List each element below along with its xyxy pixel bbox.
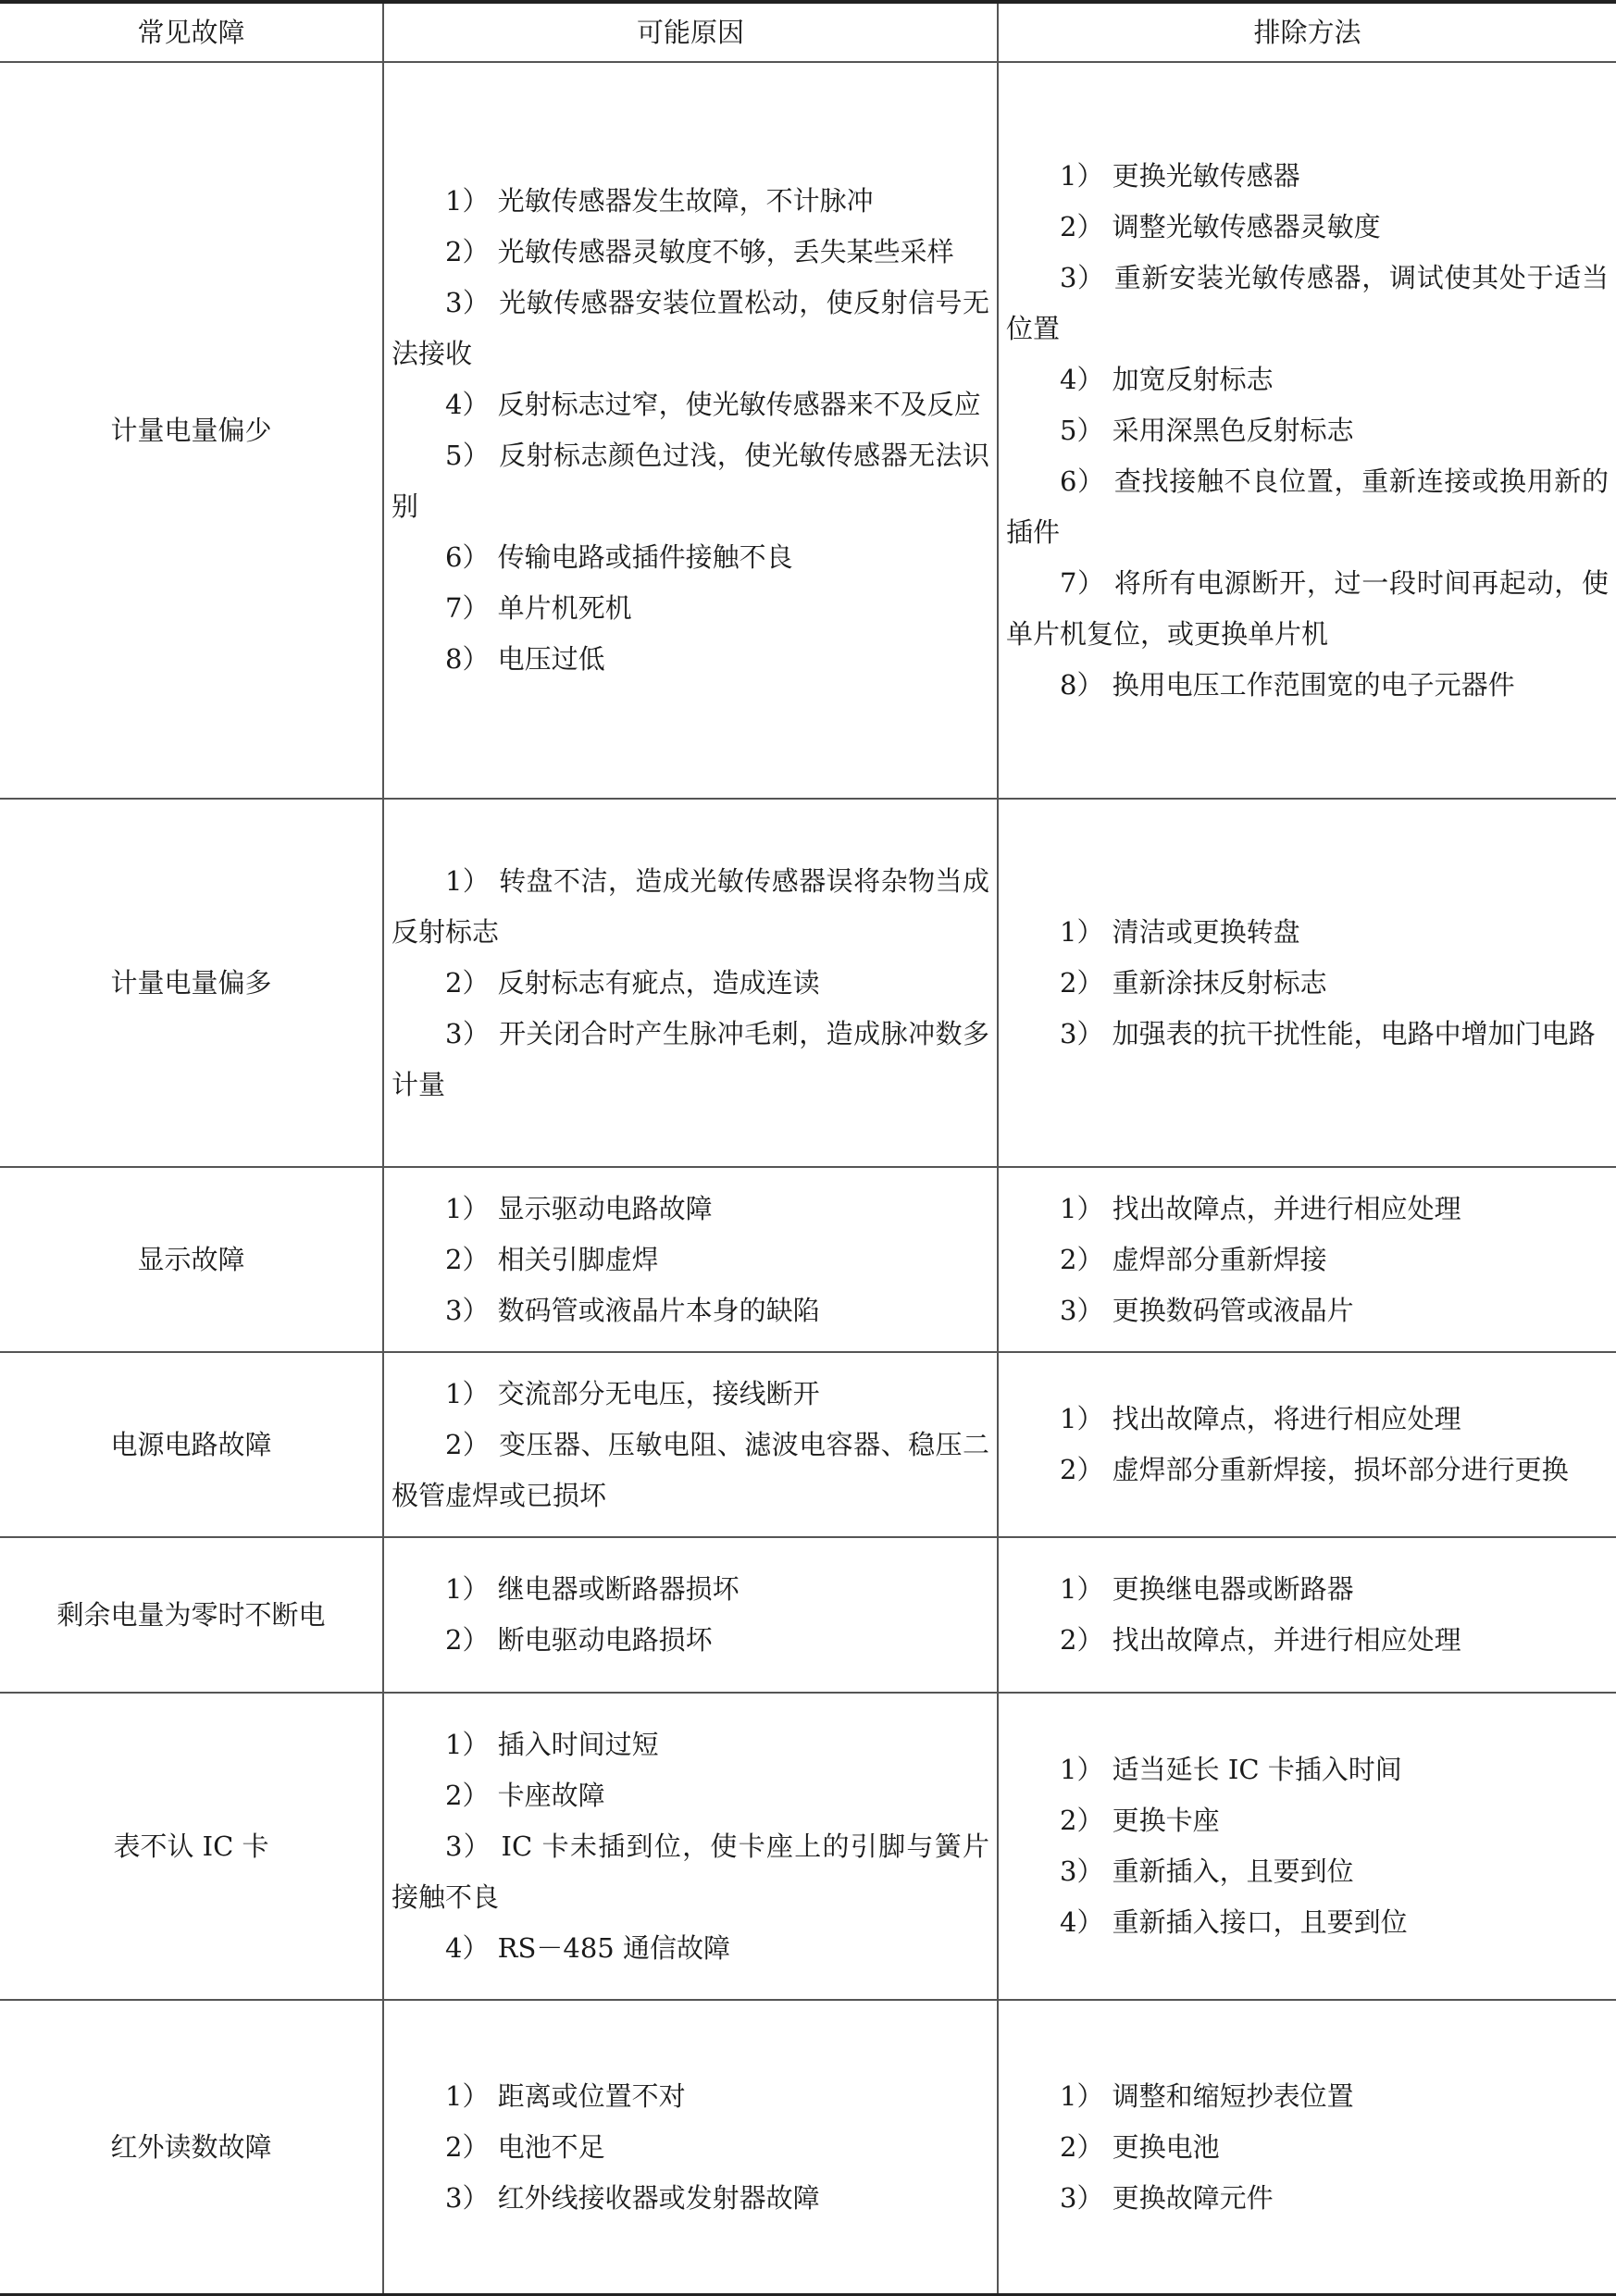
cause-item: 4） RS－485 通信故障 bbox=[445, 1931, 730, 1964]
cause-item: 2） 光敏传感器灵敏度不够，丢失某些采样 bbox=[445, 236, 954, 267]
remedy-item: 1） 适当延长 IC 卡插入时间 bbox=[1060, 1754, 1402, 1785]
remedy-item: 2） 虚焊部分重新焊接，损坏部分进行更换 bbox=[1060, 1454, 1569, 1485]
remedy-item: 1） 更换光敏传感器 bbox=[1060, 159, 1300, 192]
causes-list bbox=[392, 1564, 989, 1666]
cause-item: 1） 交流部分无电压，接线断开 bbox=[445, 1377, 820, 1409]
remedies-list bbox=[1006, 1394, 1609, 1496]
causes-cell bbox=[383, 1537, 998, 1693]
remedy-item: 3） 更换故障元件 bbox=[1060, 2181, 1274, 2214]
header-common-fault: 常见故障 bbox=[0, 2, 383, 62]
remedies-cell bbox=[998, 1167, 1616, 1352]
cause-item: 1） 插入时间过短 bbox=[445, 1728, 659, 1760]
cause-item: 1） 转盘不洁，造成光敏传感器误将杂物当成反射标志 bbox=[392, 864, 989, 948]
cause-item: 2） 相关引脚虚焊 bbox=[445, 1243, 659, 1275]
remedy-item: 3） 更换数码管或液晶片 bbox=[1060, 1294, 1354, 1326]
causes-cell bbox=[383, 62, 998, 799]
fault-cell: 显示故障 bbox=[0, 1167, 383, 1352]
table-row bbox=[0, 1167, 1616, 1352]
cause-item: 2） 变压器、压敏电阻、滤波电容器、稳压二极管虚焊或已损坏 bbox=[392, 1428, 989, 1511]
table-row bbox=[0, 799, 1616, 1167]
causes-list bbox=[392, 1719, 989, 1974]
remedy-item: 1） 找出故障点，并进行相应处理 bbox=[1060, 1192, 1461, 1224]
table-row bbox=[0, 1537, 1616, 1693]
table-row bbox=[0, 1352, 1616, 1537]
remedies-cell bbox=[998, 62, 1616, 799]
remedy-item: 8） 换用电压工作范围宽的电子元器件 bbox=[1060, 668, 1515, 701]
causes-list bbox=[392, 176, 989, 685]
remedy-item: 7） 将所有电源断开，过一段时间再起动，使单片机复位，或更换单片机 bbox=[1006, 566, 1609, 650]
cause-item: 7） 单片机死机 bbox=[445, 592, 632, 624]
cause-item: 1） 距离或位置不对 bbox=[445, 2079, 686, 2112]
cause-item: 2） 卡座故障 bbox=[445, 1779, 605, 1811]
remedy-item: 3） 重新安装光敏传感器，调试使其处于适当位置 bbox=[1006, 261, 1609, 344]
cause-item: 4） 反射标志过窄，使光敏传感器来不及反应 bbox=[445, 389, 981, 420]
causes-cell bbox=[383, 1693, 998, 2000]
fault-cell: 计量电量偏多 bbox=[0, 799, 383, 1167]
cause-item: 2） 断电驱动电路损坏 bbox=[445, 1624, 713, 1656]
remedies-cell bbox=[998, 1693, 1616, 2000]
remedy-item: 4） 重新插入接口，且要到位 bbox=[1060, 1906, 1408, 1938]
cause-item: 3） 数码管或液晶片本身的缺陷 bbox=[445, 1294, 820, 1326]
table-header bbox=[0, 2, 1616, 62]
cause-item: 1） 继电器或断路器损坏 bbox=[445, 1573, 740, 1605]
remedy-item: 2） 虚焊部分重新焊接 bbox=[1060, 1243, 1327, 1275]
remedy-item: 2） 更换电池 bbox=[1060, 2130, 1220, 2163]
remedy-item: 3） 加强表的抗干扰性能，电路中增加门电路 bbox=[1060, 1017, 1596, 1049]
cause-item: 3） 开关闭合时产生脉冲毛刺，造成脉冲数多计量 bbox=[392, 1017, 989, 1100]
remedy-item: 5） 采用深黑色反射标志 bbox=[1060, 414, 1354, 446]
remedies-list bbox=[1006, 151, 1609, 711]
header-possible-cause: 可能原因 bbox=[383, 2, 998, 62]
remedy-item: 1） 清洁或更换转盘 bbox=[1060, 915, 1300, 948]
remedy-item: 1） 更换继电器或断路器 bbox=[1060, 1573, 1354, 1605]
causes-list bbox=[392, 1184, 989, 1336]
causes-list bbox=[392, 856, 989, 1111]
cause-item: 3） 红外线接收器或发射器故障 bbox=[445, 2181, 820, 2214]
remedies-cell bbox=[998, 1352, 1616, 1537]
cause-item: 1） 光敏传感器发生故障，不计脉冲 bbox=[445, 185, 874, 217]
cause-item: 2） 反射标志有疵点，造成连读 bbox=[445, 966, 820, 999]
remedy-item: 2） 重新涂抹反射标志 bbox=[1060, 966, 1327, 999]
remedy-item: 2） 更换卡座 bbox=[1060, 1805, 1220, 1836]
causes-list bbox=[392, 1369, 989, 1521]
remedy-item: 4） 加宽反射标志 bbox=[1060, 363, 1274, 395]
table-row bbox=[0, 2000, 1616, 2295]
remedy-item: 2） 找出故障点，并进行相应处理 bbox=[1060, 1624, 1461, 1656]
remedies-list bbox=[1006, 1184, 1609, 1336]
causes-cell bbox=[383, 1167, 998, 1352]
remedies-cell bbox=[998, 1537, 1616, 1693]
remedies-list bbox=[1006, 907, 1609, 1060]
remedy-item: 3） 重新插入，且要到位 bbox=[1060, 1855, 1354, 1887]
causes-cell bbox=[383, 799, 998, 1167]
remedy-item: 1） 找出故障点，将进行相应处理 bbox=[1060, 1403, 1461, 1434]
fault-cell: 红外读数故障 bbox=[0, 2000, 383, 2295]
cause-item: 1） 显示驱动电路故障 bbox=[445, 1192, 713, 1224]
fault-cell: 计量电量偏少 bbox=[0, 62, 383, 799]
cause-item: 3） IC 卡未插到位，使卡座上的引脚与簧片接触不良 bbox=[392, 1830, 989, 1913]
cause-item: 5） 反射标志颜色过浅，使光敏传感器无法识别 bbox=[392, 440, 989, 522]
table-body bbox=[0, 62, 1616, 2295]
remedy-item: 6） 查找接触不良位置，重新连接或换用新的插件 bbox=[1006, 465, 1609, 548]
table-row bbox=[0, 1693, 1616, 2000]
causes-cell bbox=[383, 1352, 998, 1537]
fault-cell: 电源电路故障 bbox=[0, 1352, 383, 1537]
causes-list bbox=[392, 2071, 989, 2224]
cause-item: 3） 光敏传感器安装位置松动，使反射信号无法接收 bbox=[392, 287, 989, 369]
causes-cell bbox=[383, 2000, 998, 2295]
remedy-item: 1） 调整和缩短抄表位置 bbox=[1060, 2079, 1354, 2112]
remedy-item: 2） 调整光敏传感器灵敏度 bbox=[1060, 210, 1381, 242]
table-row bbox=[0, 62, 1616, 799]
fault-cell: 表不认 IC 卡 bbox=[0, 1693, 383, 2000]
remedies-list bbox=[1006, 2071, 1609, 2224]
cause-item: 8） 电压过低 bbox=[445, 643, 605, 675]
cause-item: 6） 传输电路或插件接触不良 bbox=[445, 541, 793, 573]
remedies-list bbox=[1006, 1744, 1609, 1948]
remedies-list bbox=[1006, 1564, 1609, 1666]
header-remedy: 排除方法 bbox=[998, 2, 1616, 62]
cause-item: 2） 电池不足 bbox=[445, 2130, 605, 2163]
remedies-cell bbox=[998, 2000, 1616, 2295]
remedies-cell bbox=[998, 799, 1616, 1167]
table-header-row bbox=[0, 2, 1616, 62]
fault-cell: 剩余电量为零时不断电 bbox=[0, 1537, 383, 1693]
